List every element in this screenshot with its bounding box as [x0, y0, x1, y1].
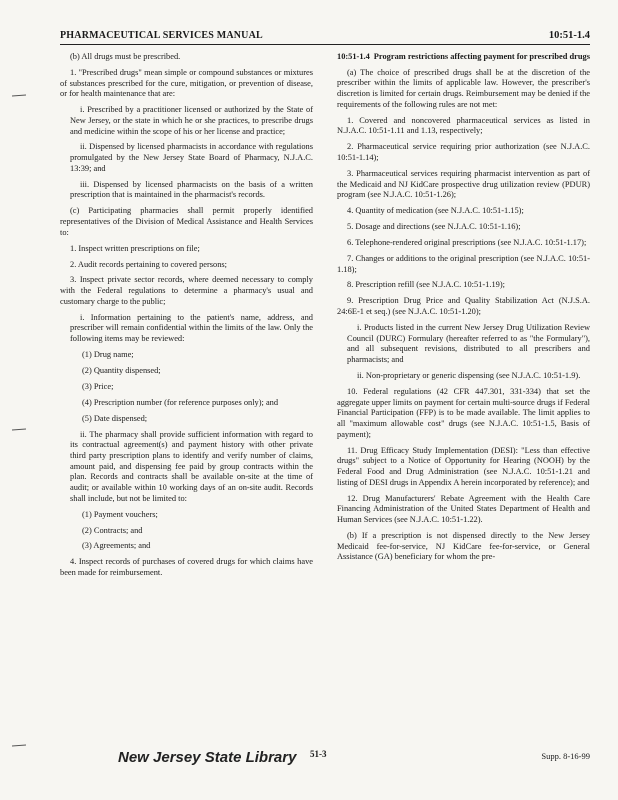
paragraph-b-1: 1. "Prescribed drugs" mean simple or compound substances or mixtures of substances prescribed for the cure, mitigation, or prevention of disease, or for health maintenance that are: — [60, 67, 313, 99]
paragraph-b: (b) All drugs must be prescribed. — [70, 52, 181, 61]
list-item: (2) Contracts; and — [82, 525, 143, 535]
paragraph-c: (c) Participating pharmacies shall permit properly identified representatives of the Division of Medical Assistance and Health Services to: — [60, 206, 313, 237]
subparagraph-group — [60, 313, 313, 345]
subparagraph-group — [60, 430, 313, 505]
rule-item: 2. Pharmaceutical service requiring prior authorization (see N.J.A.C. 10:51-1.14); — [337, 142, 590, 162]
rule-item: 5. Dosage and directions (see N.J.A.C. 10:51-1.16); — [347, 222, 521, 232]
list-item: (1) Drug name; — [82, 350, 134, 360]
rule-item: 11. Drug Efficacy Study Implementation (DESI): "Less than effective drugs" subject to a Notice of Opportunity for Hearing (NOOH) by the Federal Food and Drug Administration (see N.J.A.C. 10:51-1.21 and listing of DESI drugs in Appendix A herein incorporated by reference); and — [337, 445, 590, 487]
running-header — [60, 30, 590, 44]
rule-item: 10. Federal regulations (42 CFR 447.301, 331-334) that set the aggregate upper limits on payment for certain multi-source drugs if Federal Financial Participation (FFP) is to be made available. The limit applies to all "maximum allowable cost" drugs (see N.J.A.C. 10:51-1.5, Basis of payment); — [337, 386, 590, 439]
list-item: (5) Date dispensed; — [82, 413, 148, 423]
margin-mark — [12, 94, 26, 97]
rule-item: 4. Quantity of medication (see N.J.A.C. 10:51-1.15); — [347, 206, 524, 216]
list-item: (3) Price; — [82, 381, 114, 391]
paragraph-b-right: (b) If a prescription is not dispensed directly to the New Jersey Medicaid fee-for-service, NJ KidCare fee-for-service, or General Assistance (GA) beneficiary for whom the pre- — [337, 530, 590, 562]
margin-mark — [12, 428, 26, 431]
left-column — [60, 52, 313, 584]
supplement-date: Supp. 8-16-99 — [541, 751, 590, 761]
list-item: (2) Quantity dispensed; — [82, 365, 161, 375]
rule-item: 8. Prescription refill (see N.J.A.C. 10:51-1.19); — [347, 280, 505, 290]
list-item: (4) Prescription number (for reference purposes only); and — [82, 397, 279, 407]
rule-item: 9. Prescription Drug Price and Quality Stabilization Act (N.J.S.A. 24:6E-1 et seq.) (see N.J.A.C. 10:51-1.20); — [337, 296, 590, 317]
paragraph-b-1-iii: iii. Dispensed by licensed pharmacists on the basis of a written prescription that is maintained in the pharmacist's records. — [70, 179, 313, 200]
paragraph-c-3-i: i. Information pertaining to the patient's name, address, and prescriber will remain confidential within the limits of the law. Only the following items may be reviewed: — [70, 312, 313, 344]
rule-item: 1. Covered and noncovered pharmaceutical services as listed in N.J.A.C. 10:51-1.11 and 1.13, respectively; — [337, 115, 590, 136]
paragraph-a: (a) The choice of prescribed drugs shall be at the discretion of the prescriber within the limits of applicable law. However, the prescriber's discretion is limited for certain drugs. Reimbursement may be denied if the requirements of the following rules are not met: — [337, 67, 590, 109]
list-item: (3) Agreements; and — [82, 541, 151, 551]
paragraph-c-3-ii: ii. The pharmacy shall provide sufficient information with regard to its contractual agreement(s) and payment history with other private third party prescription plans to identify and verify number of claims, amount paid, and dispensing fee paid by group contracts within the plan. Records and contracts shall be available on-site at the time of audit; or available within 10 working days of an on-site audit. Records shall include, but not be limited to: — [70, 429, 313, 503]
paragraph-c-4: 4. Inspect records of purchases of covered drugs for which claims have been made for reimbursement. — [60, 557, 313, 577]
library-stamp: New Jersey State Library — [118, 749, 297, 766]
section-heading — [337, 52, 590, 63]
paragraph-b-1-i: i. Prescribed by a practitioner licensed or authorized by the State of New Jersey, or the state in which he or she practices, to prescribe drugs and medicine within the scope of his or her license and practice; — [70, 105, 313, 136]
paragraph-c-2: 2. Audit records pertaining to covered persons; — [70, 259, 227, 269]
rule-item: 3. Pharmaceutical services requiring pharmacist intervention as part of the Medicaid and NJ KidCare prospective drug utilization review (PDUR) program (see N.J.A.C. 10:51-1.26); — [337, 168, 590, 200]
section-number: 10:51-1.4 — [548, 30, 590, 41]
page-footer — [60, 747, 590, 767]
paragraph-b-1-ii: ii. Dispensed by licensed pharmacists in accordance with regulations promulgated by the New Jersey State Board of Pharmacy, N.J.A.C. 13:39; and — [70, 142, 313, 173]
paragraph-c-3: 3. Inspect private sector records, where deemed necessary to comply with the Federal regulations to determine a pharmacy's usual and customary charge to the public; — [60, 275, 313, 306]
rule-item: 6. Telephone-rendered original prescriptions (see N.J.A.C. 10:51-1.17); — [347, 237, 587, 247]
section-heading-title: Program restrictions affecting payment for prescribed drugs — [373, 52, 590, 61]
rule-item: 12. Drug Manufacturers' Rebate Agreement with the Health Care Financing Administration of the United States Department of Health and Human Services (see N.J.A.C. 10:51-1.22). — [337, 493, 590, 524]
subparagraph-group — [337, 323, 590, 382]
margin-mark — [12, 744, 26, 747]
rule-item: 7. Changes or additions to the original prescription (see N.J.A.C. 10:51-1.18); — [337, 253, 590, 274]
page-number: 51-3 — [310, 749, 327, 759]
subparagraph-group — [60, 105, 313, 201]
paragraph-c-1: 1. Inspect written prescriptions on file; — [70, 243, 200, 253]
section-heading-number: 10:51-1.4 — [337, 52, 370, 61]
manual-title: PHARMACEUTICAL SERVICES MANUAL — [60, 30, 263, 41]
list-item: (1) Payment vouchers; — [82, 509, 158, 519]
right-column — [337, 52, 590, 568]
rule-item-9-i: i. Products listed in the current New Jersey Drug Utilization Review Council (DURC) Formulary (hereafter referred to as "the Formulary"), and all subsequent revisions, distributed to all prescribers and pharmacists; and — [347, 322, 590, 365]
header-rule — [60, 44, 590, 45]
rule-item-9-ii: ii. Non-proprietary or generic dispensing (see N.J.A.C. 10:51-1.9). — [357, 370, 581, 380]
